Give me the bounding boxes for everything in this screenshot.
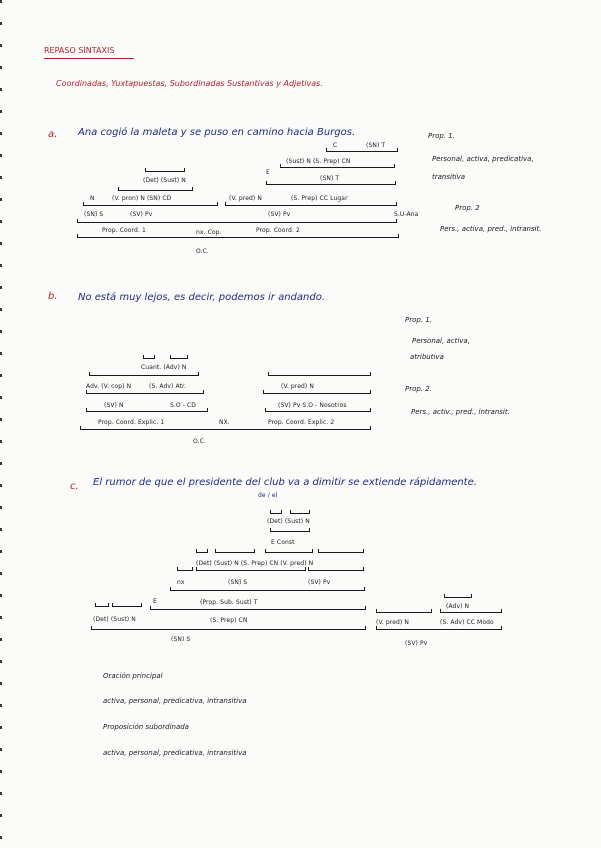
b-label-vpred: (V. pred) N [281,383,314,390]
a-bracket [77,222,397,223]
bracket-tick [265,549,266,553]
c-label-sadv-cc: (S. Adv) CC Modo [440,619,494,626]
bracket-tick [376,626,377,630]
c-label-sv-pv: (SV) Pv [405,640,428,647]
bracket-tick [196,567,197,571]
bracket-tick [108,603,109,607]
exercise-c-sentence: El rumor de que el presidente del club va a dimitir se extiende rápidamente. [93,477,477,488]
bracket-tick [397,148,398,152]
a-label-sprep-cc: (S. Prep) CC Lugar [291,195,348,202]
a-bracket [118,190,193,191]
c-label-det-sust: (Det) (Sust) N [267,518,310,525]
a-note-1: Prop. 1. [428,132,455,140]
bracket-tick [444,594,445,598]
a-label-e: E [266,169,270,176]
c-bracket [376,612,432,613]
a-label-vpred: (V. pred) N [229,195,262,202]
b-bracket [263,393,371,394]
a-bracket [83,205,218,206]
bracket-tick [280,164,281,168]
bracket-tick [184,168,185,172]
b-label-adv-vcop: Adv. (V. cop) N [86,383,132,390]
c-bracket [95,606,109,607]
c-bracket [91,629,366,630]
b-label-svn: (SV) N [104,402,124,409]
c-label-de-el: de / el [258,492,278,499]
bracket-tick [365,606,366,610]
b-label-prop1: Prop. Coord. Explic. 1 [98,419,165,426]
c-bracket [265,552,313,553]
bracket-tick [207,408,208,412]
bracket-tick [309,510,310,514]
b-note-1: Prop. 1. [405,316,432,324]
a-label-vpron-cd: (V. pron) N (SN) CD [112,195,172,202]
bracket-tick [370,426,371,430]
c-bracket [112,606,142,607]
a-bracket [326,151,398,152]
a-label-sujeto: S.U-Ana [394,211,419,218]
a-label-c: C [333,142,338,149]
a-label-svpv2: (SV) Pv [268,211,291,218]
bracket-tick [77,234,78,238]
bracket-tick [192,187,193,191]
b-note-3: atributiva [410,353,444,361]
bracket-tick [501,609,502,613]
bracket-tick [370,372,371,376]
c-bracket [150,609,366,610]
bracket-tick [170,355,171,359]
bracket-tick [150,606,151,610]
bracket-tick [501,626,502,630]
c-bracket [270,531,310,532]
bracket-tick [86,390,87,394]
bracket-tick [207,549,208,553]
a-bracket [280,167,395,168]
c-bracket [196,570,306,571]
a-bracket [77,237,399,238]
c-label-det-sust2: (Det) (Sust) N [93,616,136,623]
bracket-tick [196,549,197,553]
bracket-tick [143,355,144,359]
a-label-oc: O.C. [196,248,209,255]
title-underline [44,58,134,59]
bracket-tick [118,187,119,191]
bracket-tick [363,549,364,553]
bracket-tick [95,603,96,607]
b-bracket [89,375,199,376]
b-label-sadv-atr: (S. Adv) Atr. [149,383,187,390]
c-bracket [376,629,502,630]
b-label-prop2: Prop. Coord. Explic. 2 [268,419,335,426]
c-bracket [308,570,364,571]
bracket-tick [394,164,395,168]
bracket-tick [86,408,87,412]
a-label-n: N [90,195,95,202]
b-note-4: Prop. 2. [405,385,432,393]
a-bracket [266,184,396,185]
bracket-tick [365,626,366,630]
bracket-tick [308,567,309,571]
bracket-tick [263,390,264,394]
bracket-tick [170,587,171,591]
bracket-tick [370,408,371,412]
c-bracket [177,570,193,571]
bracket-tick [268,372,269,376]
c-bracket [318,552,364,553]
b-bracket [86,411,208,412]
c-label-sns: (SN) S [228,579,248,586]
bracket-tick [398,234,399,238]
bracket-tick [281,510,282,514]
a-note-5: Pers., activa, pred., intransit. [440,225,542,233]
b-label-nx: NX. [219,419,230,426]
c-bracket [170,590,365,591]
a-label-snt2: (SN) T [320,175,340,182]
c-bracket [444,597,472,598]
bracket-tick [305,567,306,571]
bracket-tick [217,202,218,206]
c-label-nx: nx [177,579,185,586]
c-bracket [215,552,255,553]
bracket-tick [471,594,472,598]
bracket-tick [145,168,146,172]
c-label-sn-s: (SN) S [171,636,191,643]
a-bracket [145,171,185,172]
c-label-vpred: (V. pred) N [376,619,409,626]
c-note-1: Oración principal [103,672,163,680]
a-note-3: transitiva [432,173,466,181]
binding-holes [0,0,2,848]
bracket-tick [312,549,313,553]
bracket-tick [431,609,432,613]
bracket-tick [89,372,90,376]
b-label-svpv-noso: (SV) Pv S.O - Nosotros [278,402,347,409]
bracket-tick [80,426,81,430]
c-note-2: activa, personal, predicativa, intransitiva [103,697,247,705]
c-note-4: activa, personal, predicativa, intransitiva [103,749,247,757]
bracket-tick [266,181,267,185]
bracket-tick [270,510,271,514]
bracket-tick [177,567,178,571]
a-label-sns: (SN) S [84,211,104,218]
a-note-2: Personal, activa, predicativa, [432,155,534,163]
bracket-tick [376,609,377,613]
bracket-tick [254,549,255,553]
bracket-tick [141,603,142,607]
c-label-prop-sub: (Prop. Sub. Sust) T [200,599,258,606]
b-bracket [86,393,204,394]
a-note-4: Prop. 2 [455,204,480,212]
bracket-tick [91,626,92,630]
bracket-tick [290,510,291,514]
c-bracket [290,513,310,514]
bracket-tick [364,587,365,591]
b-label-cuant: Cuant. (Adv) N [141,364,187,371]
exercise-c-letter: c. [70,481,79,492]
b-label-so-cd: S.O - CD [170,402,197,409]
b-note-5: Pers., activ., pred., intransit. [411,408,510,416]
bracket-tick [440,609,441,613]
bracket-tick [395,181,396,185]
c-label-sprep-cn: (S. Prep) CN [210,617,248,624]
bracket-tick [326,148,327,152]
exercise-a-letter: a. [48,129,58,140]
b-label-oc: O.C. [193,438,206,445]
a-label-prop2: Prop. Coord. 2 [256,227,300,234]
b-bracket [268,375,371,376]
bracket-tick [83,202,84,206]
a-label-snt: (SN) T [366,142,386,149]
b-note-2: Personal, activa, [412,337,470,345]
exercise-b-letter: b. [48,291,58,302]
c-label-adv-n: (Adv) N [446,603,470,610]
page-title: REPASO SINTAXIS [44,46,115,55]
bracket-tick [154,355,155,359]
a-label-prop1: Prop. Coord. 1 [102,227,146,234]
bracket-tick [225,202,226,206]
c-note-3: Proposición subordinada [103,723,189,731]
bracket-tick [203,390,204,394]
bracket-tick [215,549,216,553]
bracket-tick [396,202,397,206]
c-label-svpv: (SV) Pv [308,579,331,586]
bracket-tick [77,219,78,223]
b-bracket [170,358,188,359]
b-bracket [80,429,371,430]
bracket-tick [309,528,310,532]
bracket-tick [112,603,113,607]
c-label-econst: E Const [271,539,295,546]
bracket-tick [270,528,271,532]
bracket-tick [363,567,364,571]
b-bracket [265,411,371,412]
exercise-a-sentence: Ana cogió la maleta y se puso en camino hacia Burgos. [78,127,356,138]
c-label-row3: (Det) (Sust) N (S. Prep) CN (V. pred) N [196,560,314,567]
bracket-tick [265,408,266,412]
page-subtitle: Coordinadas, Yuxtapuestas, Subordinadas Sustantivas y Adjetivas. [56,79,323,88]
bracket-tick [318,549,319,553]
bracket-tick [396,219,397,223]
a-label-sust-cn: (Sust) N (S. Prep) CN [286,158,351,165]
exercise-b-sentence: No está muy lejos, es decir, podemos ir andando. [78,292,326,303]
bracket-tick [187,355,188,359]
bracket-tick [370,390,371,394]
bracket-tick [192,567,193,571]
a-label-nx: nx. Cop. [196,229,222,236]
bracket-tick [198,372,199,376]
a-label-det-sust: (Det) (Sust) N [143,177,186,184]
a-bracket [225,205,397,206]
a-label-svpv: (SV) Pv [130,211,153,218]
c-bracket [440,612,502,613]
c-label-e: E [153,598,157,605]
